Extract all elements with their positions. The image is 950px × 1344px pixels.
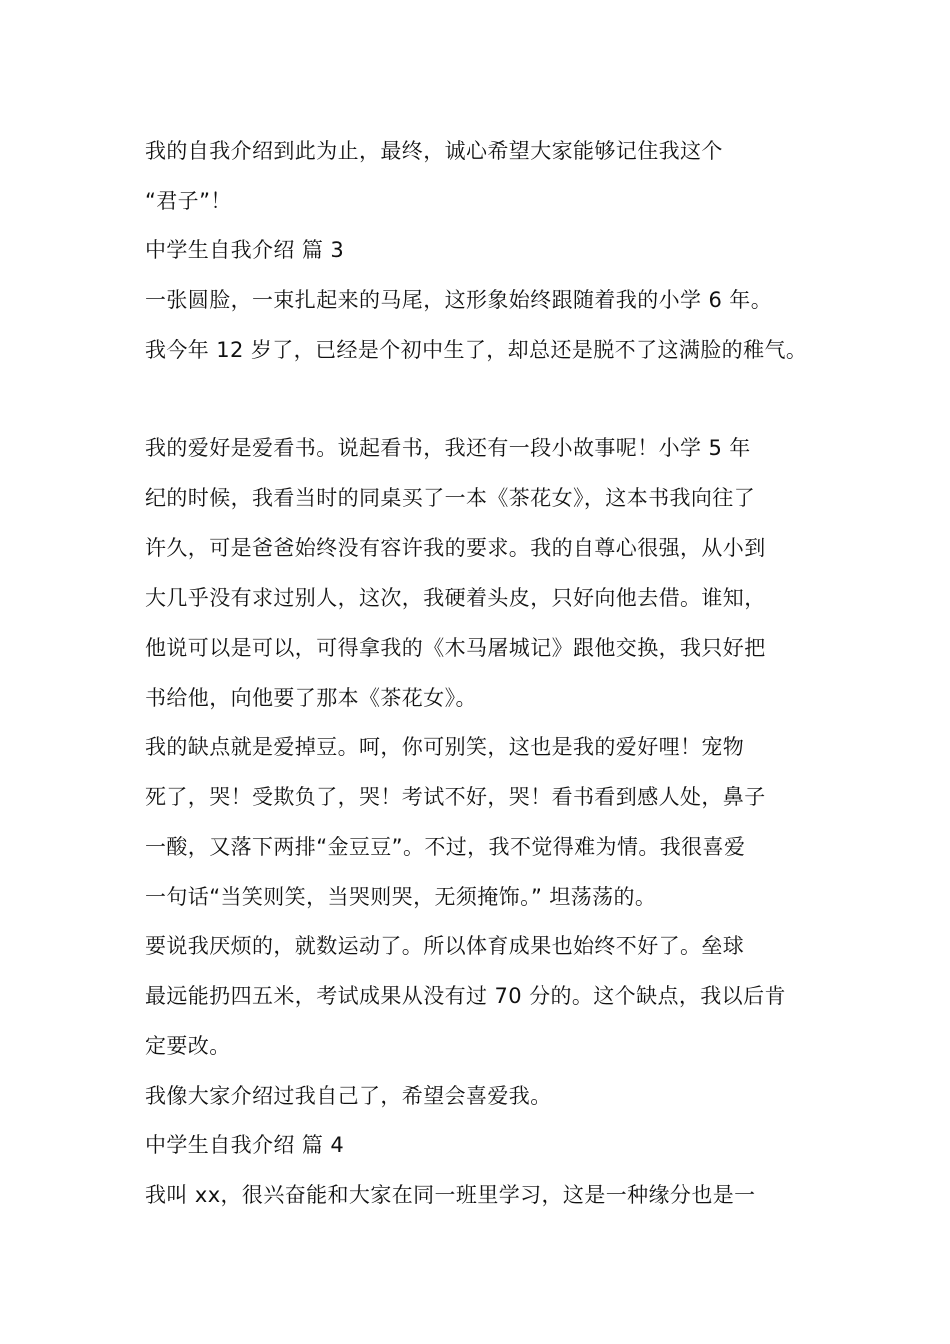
section-heading: 中学生自我介绍 篇 3 [145, 238, 345, 262]
paragraph-line: 一张圆脸，一束扎起来的马尾，这形象始终跟随着我的小学 6 年。 [145, 288, 773, 312]
paragraph-line: 最远能扔四五米，考试成果从没有过 70 分的。这个缺点，我以后肯 [145, 984, 786, 1008]
paragraph-line: 我今年 12 岁了，已经是个初中生了，却总还是脱不了这满脸的稚气。 [145, 338, 808, 362]
paragraph-line: 定要改。 [145, 1034, 231, 1058]
paragraph-line: 我的爱好是爱看书。说起看书，我还有一段小故事呢！小学 5 年 [145, 436, 751, 460]
paragraph-line: 我的缺点就是爱掉豆。呵，你可别笑，这也是我的爱好哩！宠物 [145, 735, 745, 759]
section-heading: 中学生自我介绍 篇 4 [145, 1133, 345, 1157]
paragraph-line: 要说我厌烦的，就数运动了。所以体育成果也始终不好了。垒球 [145, 934, 745, 958]
paragraph-line: “君子”！ [145, 189, 232, 213]
paragraph-line: 他说可以是可以，可得拿我的《木马屠城记》跟他交换，我只好把 [145, 636, 766, 660]
paragraph-line: 书给他，向他要了那本《茶花女》。 [145, 686, 477, 710]
paragraph-line: 死了，哭！受欺负了，哭！考试不好，哭！看书看到感人处，鼻子 [145, 785, 766, 809]
paragraph-line: 我叫 xx，很兴奋能和大家在同一班里学习，这是一种缘分也是一 [145, 1183, 756, 1207]
paragraph-line: 一句话“当笑则笑，当哭则哭，无须掩饰。” 坦荡荡的。 [145, 885, 657, 909]
paragraph-line: 一酸，又落下两排“金豆豆”。不过，我不觉得难为情。我很喜爱 [145, 835, 746, 859]
paragraph-line: 许久，可是爸爸始终没有容许我的要求。我的自尊心很强，从小到 [145, 536, 766, 560]
paragraph-line: 大几乎没有求过别人，这次，我硬着头皮，只好向他去借。谁知， [145, 586, 766, 610]
paragraph-line: 纪的时候，我看当时的同桌买了一本《茶花女》，这本书我向往了 [145, 486, 756, 510]
paragraph-line: 我像大家介绍过我自己了，希望会喜爱我。 [145, 1084, 552, 1108]
paragraph-line: 我的自我介绍到此为止，最终，诚心希望大家能够记住我这个 [145, 139, 723, 163]
